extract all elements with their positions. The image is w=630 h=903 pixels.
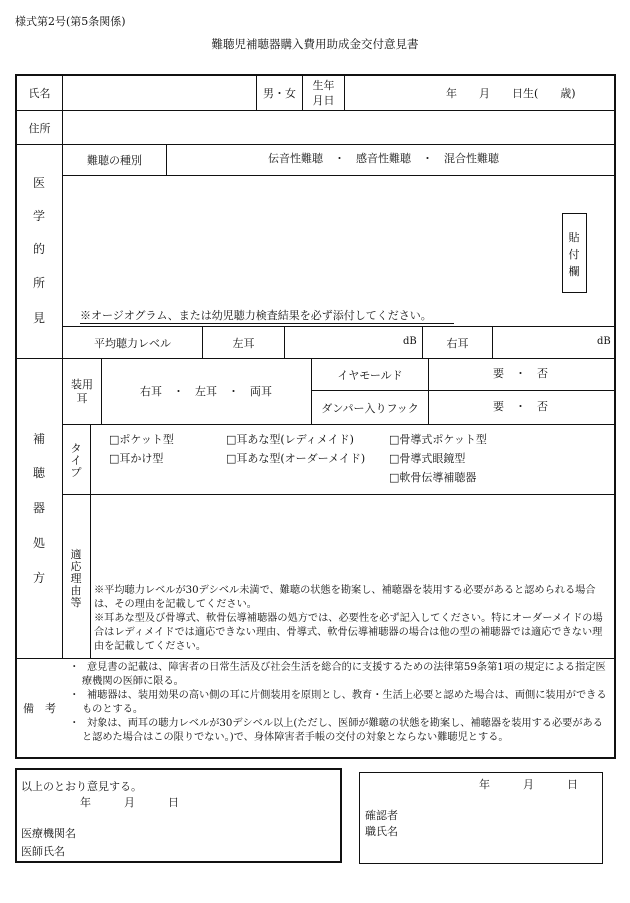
remarks-bullet: ・ xyxy=(69,717,80,729)
opinion-date-field[interactable]: 年 月 日 xyxy=(80,796,179,809)
doctor-label: 医師氏名 xyxy=(21,845,65,858)
address-label: 住所 xyxy=(28,121,51,135)
type-checkbox-cartilage[interactable]: □軟骨伝導補聴器 xyxy=(389,471,477,484)
position-label: 職氏名 xyxy=(365,825,398,838)
avg-level-label: 平均聴力レベル xyxy=(94,336,171,350)
reason-label-char: 由 xyxy=(70,584,82,597)
reason-label-char: 応 xyxy=(70,560,82,573)
wear-ear-label-line: 装用 xyxy=(71,378,93,391)
remarks-bullet: ・ xyxy=(69,689,80,701)
prescription-label-char: 補 xyxy=(32,432,45,446)
reason-label-char: 理 xyxy=(70,572,82,585)
medical-label-char: 所 xyxy=(32,276,45,290)
right-db-unit: dB xyxy=(597,336,611,347)
prescription-label-char: 聴 xyxy=(32,466,45,480)
hearing-type-options[interactable]: 伝音性難聴 ・ 感音性難聴 ・ 混合性難聴 xyxy=(268,152,499,165)
name-field[interactable] xyxy=(63,76,256,110)
remarks-item: 意見書の記載は、障害者の日常生活及び社会生活を総合的に支援するための法律第59条第1項の規定による指定医療機関の医師に限る。 xyxy=(82,662,606,687)
birth-label xyxy=(303,76,344,112)
remarks-bullet: ・ xyxy=(69,661,80,673)
confirmer-label: 確認者 xyxy=(365,809,398,822)
medical-label-char: 見 xyxy=(32,311,45,325)
confirm-date-field[interactable]: 年 月 日 xyxy=(479,778,578,791)
damper-hook-label: ダンパー入りフック xyxy=(321,401,419,415)
earmold-label: イヤモールド xyxy=(337,368,403,382)
type-label-char: プ xyxy=(70,466,82,479)
page-title: 難聴児補聴器購入費用助成金交付意見書 xyxy=(211,37,419,51)
type-checkbox-ear-hook[interactable]: □耳かけ型 xyxy=(109,452,164,465)
left-ear-label: 左耳 xyxy=(232,336,255,350)
name-label: 氏名 xyxy=(28,87,51,100)
type-checkbox-bone-glasses[interactable]: □骨導式眼鏡型 xyxy=(389,452,466,465)
birth-date-field[interactable]: 年 月 日生( 歳) xyxy=(446,87,576,100)
type-checkbox-ite-custom[interactable]: □耳あな型(オーダーメイド) xyxy=(226,452,366,465)
medical-label-char: 医 xyxy=(32,176,45,190)
type-label-char: イ xyxy=(70,454,82,467)
type-label-char: タ xyxy=(70,442,82,455)
birth-label-line2: 月日 xyxy=(312,94,335,107)
audiogram-note: ※オージオグラム、または幼児聴力検査結果を必ず添付してください。 xyxy=(80,309,432,322)
address-field[interactable] xyxy=(63,111,614,144)
remarks-label: 備 考 xyxy=(23,702,56,715)
attach-label-char: 付 xyxy=(568,248,580,261)
remarks-item: 対象は、両耳の聴力レベルが30デシベル以上(ただし、医師が難聴の状態を勘案し、補聴器を装用する必要があると認めた場合はこの限りでない。)で、身体障害者手帳の交付の対象とならない難聴児とする。 xyxy=(82,718,603,743)
prescription-label-char: 処 xyxy=(32,536,45,550)
type-checkbox-pocket[interactable]: □ポケット型 xyxy=(109,433,174,446)
wear-ear-label-line: 耳 xyxy=(76,392,88,405)
hearing-type-label: 難聴の種別 xyxy=(87,154,142,167)
reason-label-char: 等 xyxy=(70,596,82,609)
prescription-label-char: 器 xyxy=(32,501,45,515)
remarks-item: 補聴器は、装用効果の高い側の耳に片側装用を原則とし、教育・生活上必要と認めた場合は、両側に装用ができるものとする。 xyxy=(82,690,607,715)
doctor-name-field[interactable] xyxy=(80,844,335,860)
reason-note-1: ※平均聴力レベルが30デシベル未満で、難聴の状態を勘案し、補聴器を装用する必要があると認められる場合は、その理由を記載してください。 xyxy=(94,585,596,610)
reason-label-char: 適 xyxy=(70,548,82,561)
type-checkbox-ite-readymade[interactable]: □耳あな型(レディメイド) xyxy=(226,433,354,446)
left-db-unit: dB xyxy=(403,336,417,347)
earmold-need-options[interactable]: 要 ・ 否 xyxy=(493,367,548,380)
medical-label-char: 的 xyxy=(32,242,45,256)
birth-label-line1: 生年 xyxy=(312,79,335,92)
type-checkbox-bone-pocket[interactable]: □骨導式ポケット型 xyxy=(389,433,487,446)
wear-ear-label xyxy=(63,378,101,406)
damper-need-options[interactable]: 要 ・ 否 xyxy=(493,400,548,413)
reason-note-2: ※耳あな型及び骨導式、軟骨伝導補聴器の処方では、必要性を必ず記入してください。特にオーダーメイドの場合はレディメイドでは適応できない理由、骨導式、軟骨伝導補聴器の場合は他の型の補聴器では適応できない理由を記載してください。 xyxy=(94,613,603,652)
confirmer-field[interactable] xyxy=(410,808,595,842)
opinion-statement: 以上のとおり意見する。 xyxy=(21,780,142,793)
form-number: 様式第2号(第5条関係) xyxy=(15,15,126,28)
attach-label-char: 欄 xyxy=(568,265,580,278)
medical-label-char: 学 xyxy=(32,209,45,223)
wear-ear-options[interactable]: 右耳 ・ 左耳 ・ 両耳 xyxy=(140,385,272,398)
sex-select[interactable]: 男・女 xyxy=(263,87,296,100)
attach-label-char: 貼 xyxy=(568,231,580,244)
right-ear-label: 右耳 xyxy=(446,336,469,350)
reason-field[interactable] xyxy=(91,495,614,583)
institution-label: 医療機関名 xyxy=(21,827,76,840)
findings-area[interactable] xyxy=(63,176,614,314)
prescription-label-char: 方 xyxy=(32,571,45,585)
institution-field[interactable] xyxy=(80,826,335,842)
